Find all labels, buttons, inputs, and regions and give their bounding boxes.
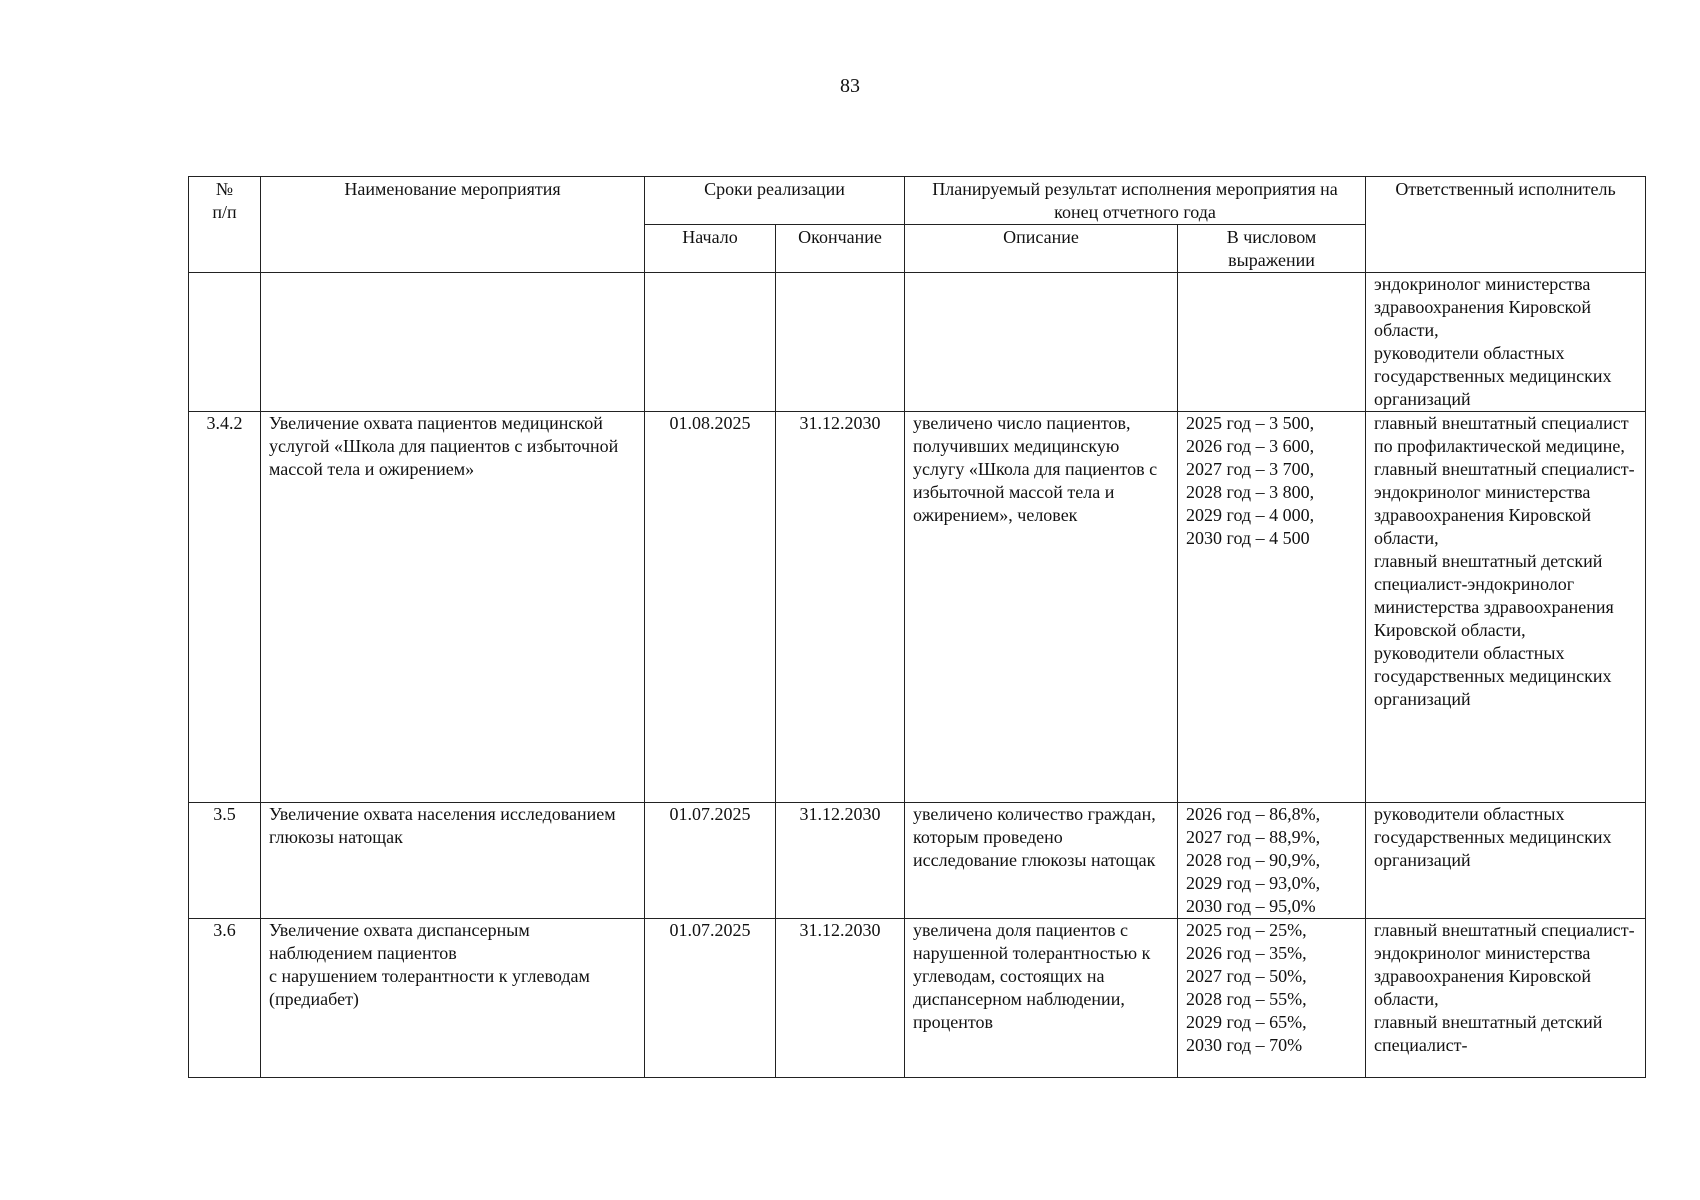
- cell-start: [645, 273, 776, 412]
- cell-numeric: 2025 год – 25%, 2026 год – 35%, 2027 год – 50%, 2028 год – 55%, 2029 год – 65%, 2030 год – 70%: [1178, 919, 1366, 1078]
- cell-name: Увеличение охвата населения исследованием глюкозы натощак: [261, 803, 645, 919]
- header-numeric: В числовом выражении: [1178, 225, 1366, 273]
- cell-responsible: главный внештатный специалист-эндокринолог министерства здравоохранения Кировской области, главный внештатный детский специалист-: [1366, 919, 1646, 1078]
- table-row-continuation: [189, 273, 1646, 412]
- cell-num: 3.4.2: [189, 412, 261, 803]
- header-description: Описание: [905, 225, 1178, 273]
- cell-responsible: эндокринолог министерства здравоохранения Кировской области, руководители областных государственных медицинских организаций: [1366, 273, 1646, 412]
- cell-numeric: [1178, 273, 1366, 412]
- cell-num: 3.6: [189, 919, 261, 1078]
- cell-description: увеличено количество граждан, которым проведено исследование глюкозы натощак: [905, 803, 1178, 919]
- cell-end: 31.12.2030: [776, 412, 905, 803]
- table-header-row: [189, 177, 1646, 225]
- cell-name: Увеличение охвата диспансерным наблюдением пациентов с нарушением толерантности к углеводам (предиабет): [261, 919, 645, 1078]
- cell-start: 01.07.2025: [645, 919, 776, 1078]
- header-responsible: Ответственный исполнитель: [1366, 177, 1646, 273]
- cell-start: 01.08.2025: [645, 412, 776, 803]
- cell-numeric: 2025 год – 3 500, 2026 год – 3 600, 2027 год – 3 700, 2028 год – 3 800, 2029 год – 4 000, 2030 год – 4 500: [1178, 412, 1366, 803]
- cell-name: Увеличение охвата пациентов медицинской услугой «Школа для пациентов с избыточной массой тела и ожирением»: [261, 412, 645, 803]
- cell-num: [189, 273, 261, 412]
- header-result: Планируемый результат исполнения мероприятия на конец отчетного года: [905, 177, 1366, 225]
- cell-responsible: главный внештатный специалист по профилактической медицине, главный внештатный специалист-эндокринолог министерства здравоохранения Кировской области, главный внештатный детский специалист-эндокринолог министерства здравоохранения Кировской области, руководители областных государственных медицинских организаций: [1366, 412, 1646, 803]
- cell-description: увеличено число пациентов, получивших медицинскую услугу «Школа для пациентов с избыточной массой тела и ожирением», человек: [905, 412, 1178, 803]
- cell-start: 01.07.2025: [645, 803, 776, 919]
- cell-name: [261, 273, 645, 412]
- header-terms: Сроки реализации: [645, 177, 905, 225]
- cell-description: [905, 273, 1178, 412]
- cell-num: 3.5: [189, 803, 261, 919]
- cell-end: 31.12.2030: [776, 803, 905, 919]
- activities-table: [188, 176, 1646, 1078]
- table-row-3-6: [189, 919, 1646, 1078]
- page-number: 83: [840, 75, 860, 97]
- table-row-3-5: [189, 803, 1646, 919]
- table-row-3-4-2: [189, 412, 1646, 803]
- cell-end: 31.12.2030: [776, 919, 905, 1078]
- cell-end: [776, 273, 905, 412]
- header-num: № п/п: [189, 177, 261, 273]
- cell-numeric: 2026 год – 86,8%, 2027 год – 88,9%, 2028 год – 90,9%, 2029 год – 93,0%, 2030 год – 95,0%: [1178, 803, 1366, 919]
- cell-description: увеличена доля пациентов с нарушенной толерантностью к углеводам, состоящих на диспансерном наблюдении, процентов: [905, 919, 1178, 1078]
- header-name: Наименование мероприятия: [261, 177, 645, 273]
- cell-responsible: руководители областных государственных медицинских организаций: [1366, 803, 1646, 919]
- header-start: Начало: [645, 225, 776, 273]
- header-end: Окончание: [776, 225, 905, 273]
